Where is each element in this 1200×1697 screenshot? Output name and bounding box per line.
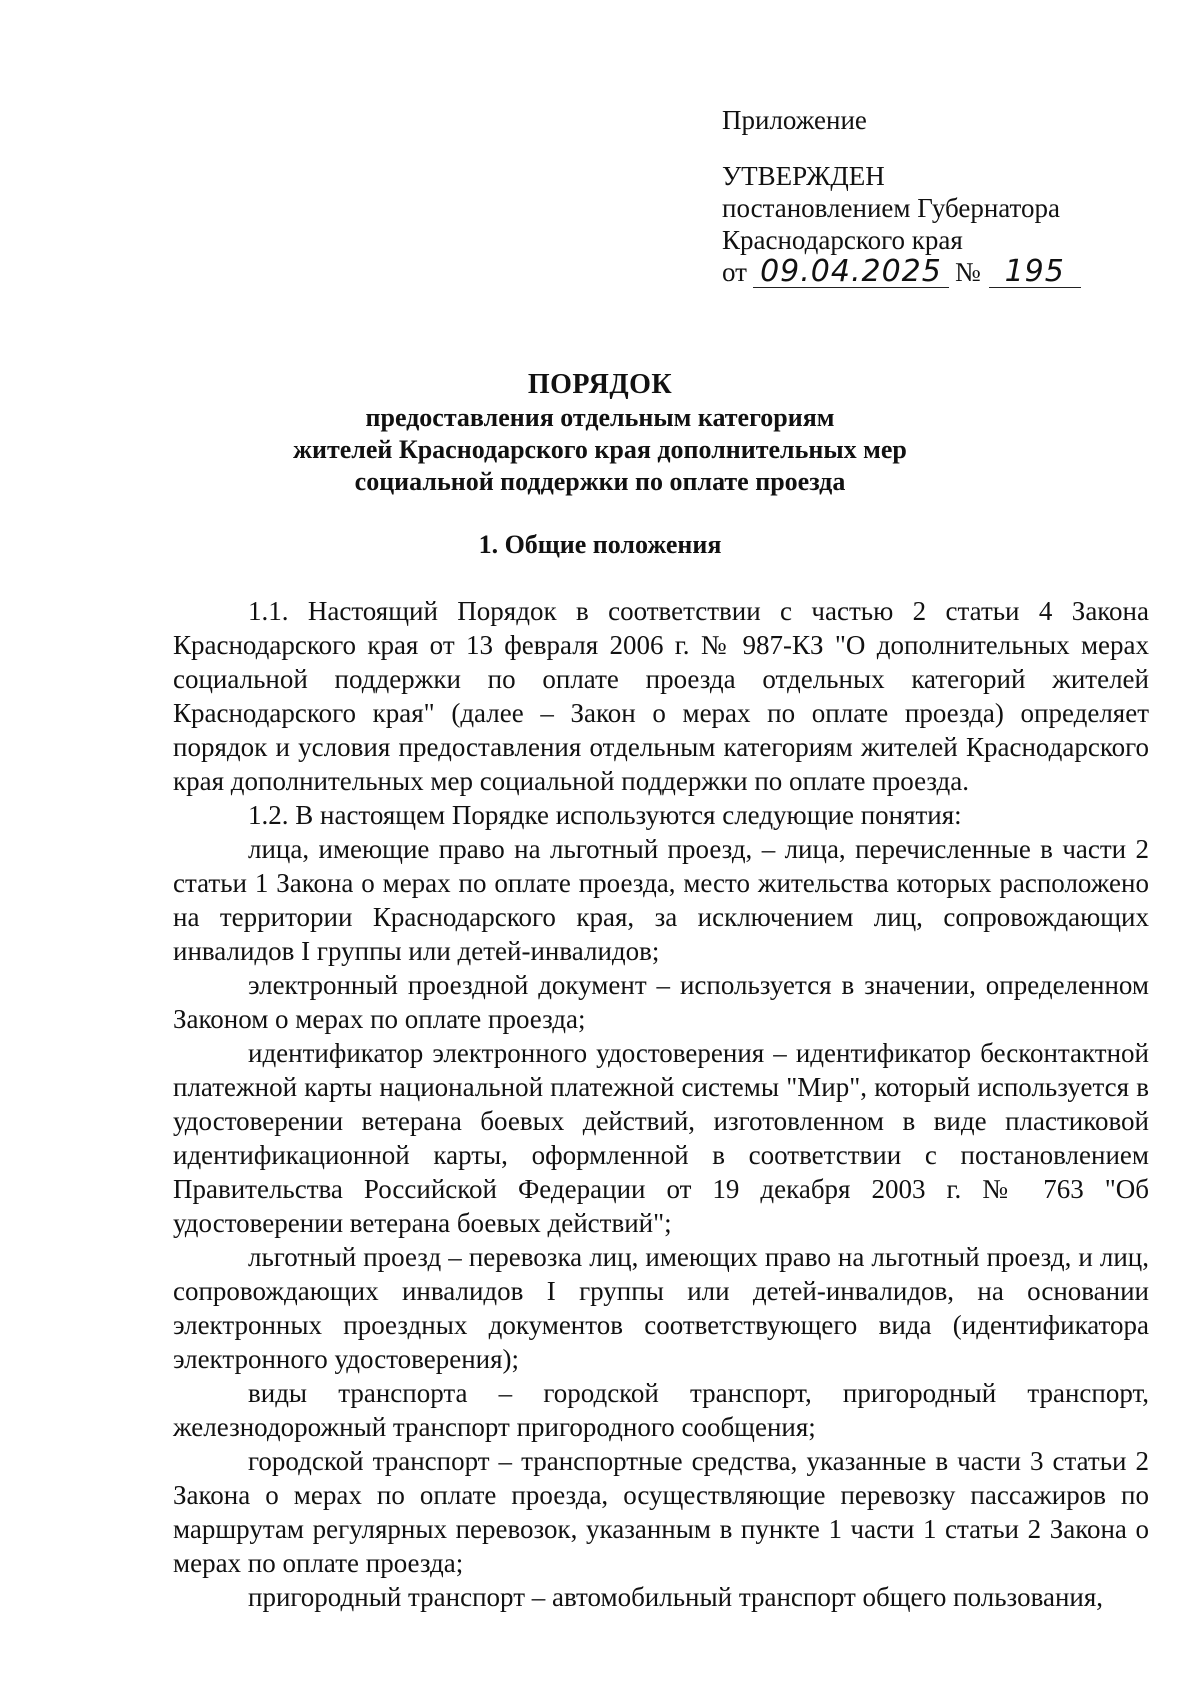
paragraph: идентификатор электронного удостоверения – идентификатор бесконтактной платежной карты национальной платежной системы "Мир", который используется в удостоверении ветерана боевых действий, изготовленном в виде пластиковой идентификационной карты, оформленной в соответствии с постановлением Правительства Российской Федерации от 19 декабря 2003 г. № 763 "Об удостоверении ветерана боевых действий"; xyxy=(173,1038,1149,1238)
approved-by-line-1: постановлением Губернатора xyxy=(722,193,1060,223)
section-heading: 1. Общие положения xyxy=(478,530,722,559)
paragraph: 1.2. В настоящем Порядке используются следующие понятия: xyxy=(248,800,962,830)
paragraph: лица, имеющие право на льготный проезд, – лица, перечисленные в части 2 статьи 1 Закона о мерах по оплате проезда, место жительства которых расположено на территории Краснодарского края, за исключением лиц, сопровождающих инвалидов I группы или детей-инвалидов; xyxy=(173,834,1149,966)
paragraph: пригородный транспорт – автомобильный транспорт общего пользования, xyxy=(248,1582,1104,1612)
subtitle-line: социальной поддержки по оплате проезда xyxy=(354,467,846,496)
paragraph: электронный проездной документ – используется в значении, определенном Законом о мерах по оплате проезда; xyxy=(173,970,1149,1034)
approved-label: УТВЕРЖДЕН xyxy=(722,161,885,191)
subtitle-line: жителей Краснодарского края дополнительных мер xyxy=(293,435,907,464)
subtitle-line: предоставления отдельным категориям xyxy=(365,403,835,432)
paragraph: льготный проезд – перевозка лиц, имеющих право на льготный проезд, и лиц, сопровождающих инвалидов I группы или детей-инвалидов, на основании электронных проездных документов соответствующего вида (идентификатора электронного удостоверения); xyxy=(173,1242,1149,1374)
paragraph: 1.1. Настоящий Порядок в соответствии с частью 2 статьи 4 Закона Краснодарского края от 13 февраля 2006 г. № 987-КЗ "О дополнительных мерах социальной поддержки по оплате проезда отдельных категорий жителей Краснодарского края" (далее – Закон о мерах по оплате проезда) определяет порядок и условия предоставления отдельным категориям жителей Краснодарского края дополнительных мер социальной поддержки по оплате проезда. xyxy=(173,596,1149,796)
date-prefix: от xyxy=(722,257,747,287)
handwritten-date: 09.04.2025 xyxy=(753,257,949,288)
document-body xyxy=(173,594,1149,1614)
approval-stamp-block xyxy=(722,104,1142,288)
approved-by-line-2: Краснодарского края xyxy=(722,225,963,255)
paragraph: городской транспорт – транспортные средства, указанные в части 3 статьи 2 Закона о мерах по оплате проезда, осуществляющие перевозку пассажиров по маршрутам регулярных перевозок, указанным в пункте 1 части 1 статьи 2 Закона о мерах по оплате проезда; xyxy=(173,1446,1149,1578)
number-label: № xyxy=(954,257,981,287)
annex-label: Приложение xyxy=(722,105,867,135)
handwritten-number: 195 xyxy=(989,257,1081,288)
document-title: ПОРЯДОК xyxy=(527,369,673,400)
paragraph: виды транспорта – городской транспорт, пригородный транспорт, железнодорожный транспорт пригородного сообщения; xyxy=(173,1378,1149,1442)
document-subtitle xyxy=(0,402,1200,498)
approval-date-line xyxy=(722,256,1142,288)
